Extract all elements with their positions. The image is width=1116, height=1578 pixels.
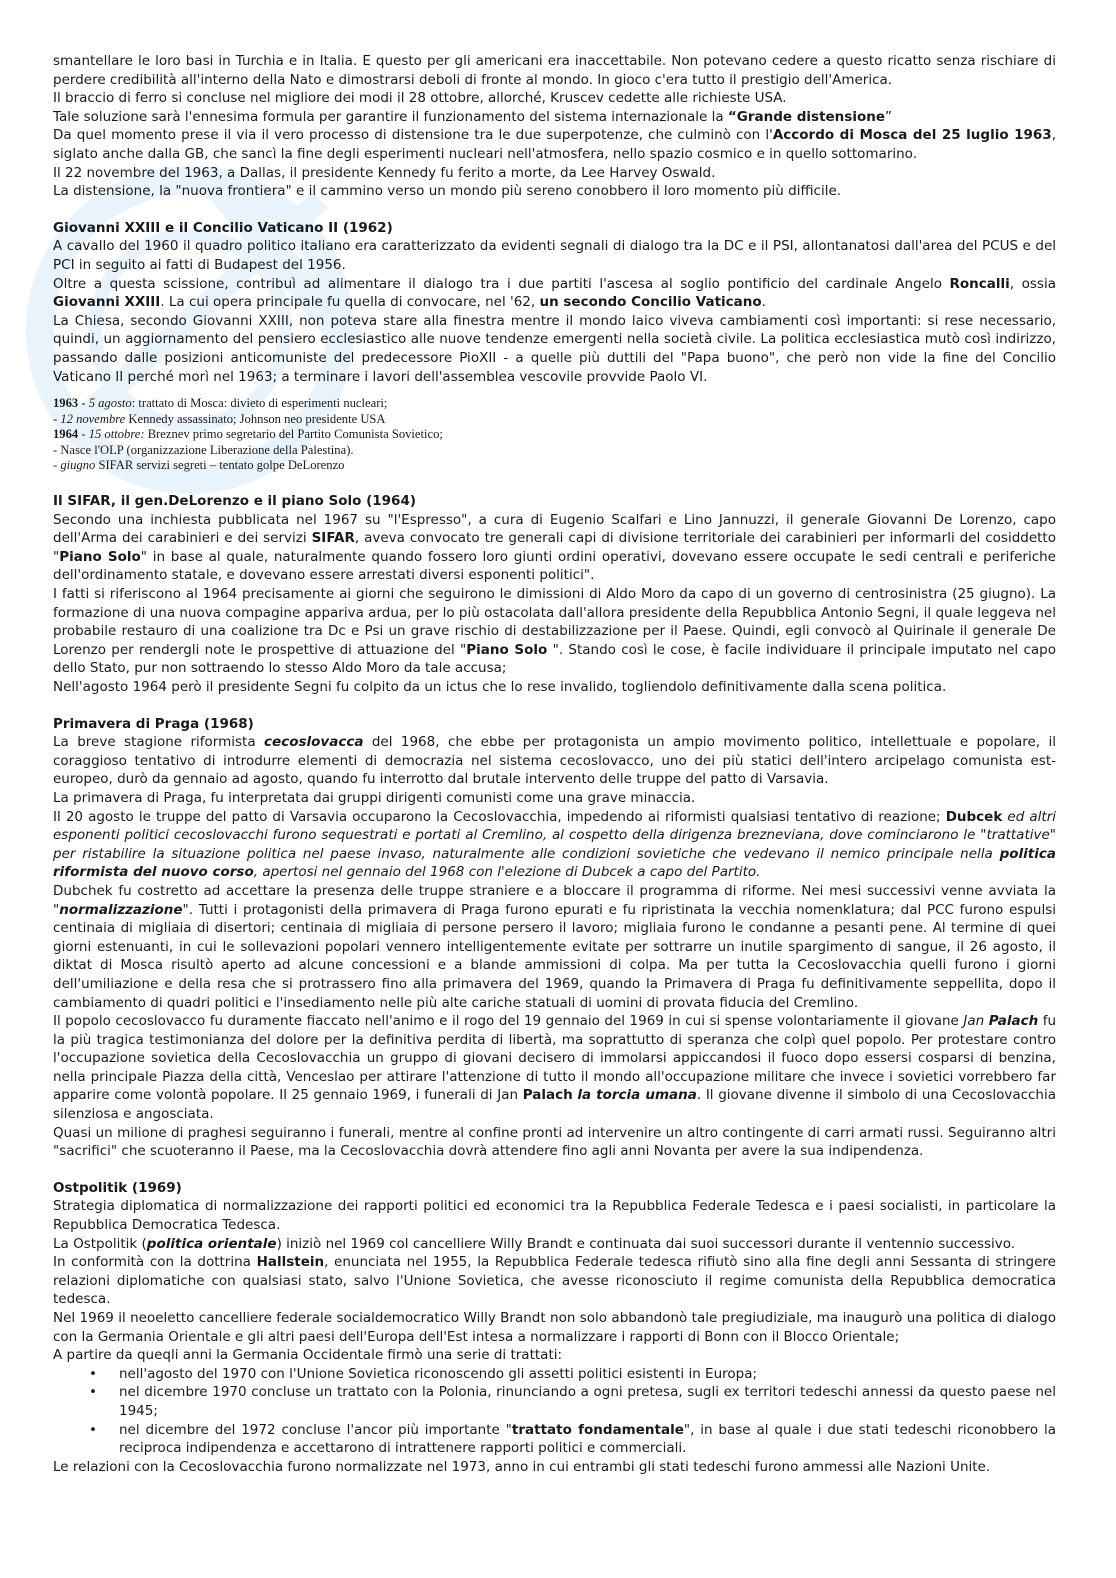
- text-run: -: [53, 458, 61, 473]
- text-run: nel dicembre del 1972 concluse l'ancor più importante ": [119, 1421, 512, 1438]
- list-item: [119, 1365, 1056, 1384]
- text-run: politica orientale: [146, 1235, 277, 1252]
- paragraph: [53, 733, 1056, 789]
- text-run: 5 agosto: [88, 396, 132, 411]
- paragraph: [53, 237, 1056, 274]
- text-run: Giovanni XXIII: [53, 294, 161, 311]
- text-run: Hallstein: [256, 1254, 325, 1271]
- text-run: , siglato anche dalla GB, che sancì la fine degli esperimenti nucleari nell'atmosfera, nello spazio cosmico e in quello sottomarino.: [53, 127, 1056, 162]
- section-heading-giovanni: Giovanni XXIII e il Concilio Vaticano II (1962): [53, 219, 393, 236]
- paragraph: [53, 1253, 1056, 1309]
- section-heading-praga: Primavera di Praga (1968): [53, 715, 254, 732]
- timeline-line: [53, 412, 1056, 428]
- text-run: nel dicembre 1970 concluse un trattato con la Polonia, rinunciando a ogni pretesa, sugli ex territori tedeschi annessi da questo paese nel 1945;: [119, 1384, 1056, 1419]
- text-run: La Ostpolitik (: [53, 1235, 147, 1252]
- section-heading-sifar: Il SIFAR, il gen.DeLorenzo e il piano Solo (1964): [53, 493, 417, 510]
- text-run: normalizzazione: [59, 901, 183, 918]
- paragraph: [53, 1197, 1056, 1234]
- text-run: Palach: [988, 1013, 1039, 1030]
- text-run: Il 20 agosto le truppe del patto di Varsavia occuparono la Cecoslovacchia, impedendo ai riformisti qualsiasi tentativo di reazione;: [53, 808, 946, 825]
- text-run: ) iniziò nel 1969 col cancelliere Willy Brandt e continuata dai suoi successori durante il ventennio successivo.: [276, 1235, 1016, 1252]
- paragraph: [53, 808, 1056, 882]
- text-run: del 1968, che ebbe per protagonista un ampio movimento politico, intellettuale e popolare, il coraggioso tentativo di introdurre elementi di democrazia nel sistema cecoslovacco, uno dei più statici dell'intero arcipelago comunista est-europeo, durò da gennaio ad agosto, quando fu interrotto dal brutale intervento delle truppe del patto di Varsavia.: [53, 734, 1056, 788]
- text-run: ". Tutti i protagonisti della primavera di Praga furono epurati e fu ripristinata la vecchia nomenklatura; dal PCC furono espulsi centinaia di migliaia di disertori; centinaia di migliaia di persone persero il lavoro; migliaia furono le condanne a pesanti pene. Al termine di quei giorni estenuanti, in cui le sollevazioni popolari vennero intelligentemente evitate per sottrarre un inutile spargimento di sangue, il 26 agosto, il diktat di Mosca risultò aperto ad alcune concessioni e a blande ammissioni di colpa. Ma per tutta la Cecoslovacchia quelli furono i giorni dell'umiliazione e della resa che si protrassero fino alla primavera del 1969, quando la Primavera di Praga fu definitivamente seppellita, dopo il cambiamento di quadri politici e l'insediamento nelle più alte cariche statuali di uomini di provata fiducia del Cremlino.: [53, 901, 1056, 1011]
- list-item: [119, 1383, 1056, 1420]
- text-run: Oltre a questa scissione, contribuì ad alimentare il dialogo tra i due partiti l'ascesa al soglio pontificio del cardinale Angelo: [53, 275, 950, 292]
- text-run: un secondo Concilio Vaticano: [539, 294, 762, 311]
- text-run: , apertosi nel gennaio del 1968 con l'elezione di Dubcek a capo del Partito.: [253, 864, 761, 881]
- text-run: ”: [885, 108, 892, 125]
- paragraph: [53, 312, 1056, 386]
- text-run: smantellare le loro basi in Turchia e in Italia. E questo per gli americani era inaccettabile. Non potevano cedere a questo ricatto senza rischiare di perdere credibilità all'interno della Nato e dimostrarsi deboli di fronte al mondo. In gioco c'era tutto il prestigio dell'America.: [53, 53, 1056, 88]
- text-run: , aveva convocato tre generali capi di divisione territoriale dei carabinieri per informarli del cosiddetto ": [53, 530, 1056, 565]
- paragraph: [53, 585, 1056, 678]
- paragraph: [53, 1346, 1056, 1365]
- document-body: [53, 52, 1056, 1476]
- text-run: -: [78, 396, 89, 411]
- text-run: 1964: [53, 427, 79, 442]
- text-run: Piano Solo: [59, 548, 141, 565]
- text-run: Il braccio di ferro si concluse nel migliore dei modi il 28 ottobre, allorché, Kruscev cedette alle richieste USA.: [53, 90, 787, 107]
- text-run: In conformità con la dottrina: [53, 1254, 257, 1271]
- text-run: Il 22 novembre del 1963, a Dallas, il presidente Kennedy fu ferito a morte, da Lee Harvey Oswald.: [53, 164, 716, 181]
- paragraph: [53, 511, 1056, 585]
- paragraph: [53, 164, 1056, 183]
- section-heading-ostpolitik: Ostpolitik (1969): [53, 1179, 182, 1196]
- text-run: - Nasce l'OLP (organizzazione Liberazione della Palestina).: [53, 442, 354, 457]
- text-run: La Chiesa, secondo Giovanni XXIII, non poteva stare alla finestra mentre il mondo laico viveva cambiamenti così importanti: si rese necessario, quindi, un aggiornamento del pensiero ecclesiastico alle nuove tendenze emergenti nella società civile. La politica ecclesiastica mutò così indirizzo, passando dalle posizioni anticomuniste del predecessore PioXII - a quelle più duttili del "Papa buono", che però non vide la fine del Concilio Vaticano II perché morì nel 1963; a terminare i lavori dell'assemblea vescovile provvide Paolo VI.: [53, 312, 1056, 385]
- paragraph: [53, 108, 1056, 127]
- paragraph: [53, 678, 1056, 697]
- paragraph: [53, 52, 1056, 89]
- text-run: " in base al quale, naturalmente quando fossero loro giunti ordini operativi, dovevano essere occupate le sedi centrali e periferiche dell'ordinamento statale, e dovevano essere arrestati diversi esponenti politici".: [53, 548, 1056, 584]
- timeline-line: [53, 427, 1056, 443]
- text-run: ed altri esponenti politici cecoslovacchi furono sequestrati e portati al Cremlino, al cospetto della dirigenza brezneviana, dove cominciarono le "trattative" per ristabilire la situazione politica nel paese invaso, naturalmente alle condizioni sovietiche che vedevano il nemico principale nella: [53, 808, 1056, 862]
- paragraph: [53, 89, 1056, 108]
- paragraph: [53, 182, 1056, 201]
- text-run: ", in base al quale i due stati tedeschi riconobbero la reciproca indipendenza e accettarono di intrattenere rapporti politici e commerciali.: [119, 1421, 1056, 1457]
- text-run: , ossia: [1009, 275, 1056, 292]
- text-run: Secondo una inchiesta pubblicata nel 1967 su "l'Espresso", a cura di Eugenio Scalfari e Lino Jannuzzi, il generale Giovanni De Lorenzo, capo dell'Arma dei carabinieri e dei servizi: [53, 511, 1056, 547]
- timeline-line: [53, 396, 1056, 412]
- text-run: 1963: [53, 396, 79, 411]
- paragraph: [53, 1012, 1056, 1124]
- paragraph: [53, 789, 1056, 808]
- text-run: . Il giovane divenne il simbolo di una Cecoslovacchia silenziosa e angosciata.: [53, 1087, 1057, 1123]
- text-run: “Grande distensione: [727, 108, 885, 125]
- list-item: [119, 1421, 1056, 1458]
- paragraph: [53, 1235, 1056, 1254]
- text-run: fu la più tragica testimonianza del dolore per la definitiva perdita di libertà, ma soprattutto di speranza che colpì quel popolo. Per protestare contro l'occupazione sovietica della Cecoslovacchia un gruppo di giovani decisero di immolarsi appiccandosi il fuoco dopo essersi cosparsi di benzina, nella principale Piazza della città, Venceslao per attirare l'attenzione di tutto il mondo all'occupazione militare che invece i sovietici vorrebbero far apparire come volontà popolare. Il 25 gennaio 1969, i funerali di Jan: [53, 1013, 1057, 1104]
- text-run: Nel 1969 il neoeletto cancelliere federale socialdemocratico Willy Brandt non solo abbandonò tale pregiudiziale, ma inaugurò una politica di dialogo con la Germania Orientale e gli altri paesi dell'Europa dell'Est intesa a normalizzare i rapporti di Bonn con il Blocco Orientale;: [53, 1310, 1056, 1345]
- text-run: nell'agosto del 1970 con l'Unione Sovietica riconoscendo gli assetti politici esistenti in Europa;: [119, 1365, 758, 1382]
- text-run: La primavera di Praga, fu interpretata dai gruppi dirigenti comunisti come una grave minaccia.: [53, 789, 696, 806]
- text-run: A cavallo del 1960 il quadro politico italiano era caratterizzato da evidenti segnali di dialogo tra la DC e il PSI, allontanatosi dall'area del PCUS e del PCI in seguito ai fatti di Budapest del 1956.: [53, 238, 1056, 273]
- text-run: : trattato di Mosca: divieto di esperimenti nucleari;: [131, 396, 388, 411]
- paragraph: [53, 1309, 1056, 1346]
- text-run: Le relazioni con la Cecoslovacchia furono normalizzate nel 1973, anno in cui entrambi gli stati tedeschi furono ammessi alle Nazioni Unite.: [53, 1458, 991, 1475]
- text-run: SIFAR: [311, 530, 355, 547]
- paragraph: [53, 126, 1056, 163]
- text-run: cecoslovacca: [264, 734, 364, 751]
- text-run: . La cui opera principale fu quella di convocare, nel '62,: [160, 294, 540, 311]
- paragraph: [53, 882, 1056, 1012]
- text-run: Tale soluzione sarà l'ennesima formula per garantire il funzionamento del sistema internazionale la: [53, 108, 728, 125]
- text-run: Il popolo cecoslovacco fu duramente fiaccato nell'animo e il rogo del 19 gennaio del 1969 in cui si spense volontariamente il giovane: [53, 1013, 964, 1030]
- text-run: la torcia umana: [577, 1087, 697, 1104]
- text-run: Dubchek fu costretto ad accettare la presenza delle truppe straniere e a bloccare il programma di riforme. Nei mesi successivi venne avviata la ": [53, 882, 1056, 918]
- text-run: trattato fondamentale: [511, 1421, 684, 1438]
- text-run: .: [761, 294, 766, 311]
- text-run: Da quel momento prese il via il vero processo di distensione tra le due superpotenze, che culminò con l': [53, 127, 773, 144]
- timeline-line: [53, 458, 1056, 474]
- text-run: Piano Solo: [466, 641, 548, 658]
- paragraph: [53, 1124, 1056, 1161]
- paragraph: [53, 275, 1056, 312]
- text-run: I fatti si riferiscono al 1964 precisamente ai giorni che seguirono le dimissioni di Aldo Moro da capo di un governo di centrosinistra (25 giugno). La formazione di una nuova compagine appariva ardua, per lo più ostacolata dall'allora presidente della Repubblica Antonio Segni, il quale leggeva nel probabile restauro di una coalizione tra Dc e Psi un grave rischio di destabilizzazione per il Paese. Quindi, egli convocò al Quirinale il generale De Lorenzo per rendergli note le prospettive di attuazione del ": [53, 586, 1056, 658]
- text-run: ". Stando così le cose, è facile individuare il principale imputato nel capo dello Stato, pur non sottraendo lo stesso Aldo Moro da tale accusa;: [53, 641, 1056, 677]
- text-run: Dubcek: [945, 808, 1003, 825]
- timeline-line: [53, 443, 1056, 459]
- text-run: Jan: [963, 1013, 989, 1030]
- text-run: politica riformista del nuovo corso: [53, 845, 1056, 881]
- text-run: Accordo di Mosca del 25 luglio 1963: [772, 127, 1052, 144]
- text-run: Kennedy assassinato; Johnson neo presidente USA: [125, 411, 386, 426]
- text-run: Palach: [522, 1087, 573, 1104]
- text-run: Strategia diplomatica di normalizzazione dei rapporti politici ed economici tra la Repubblica Federale Tedesca e i paesi socialisti, in particolare la Repubblica Democratica Tedesca.: [53, 1198, 1056, 1234]
- timeline-notes: [53, 396, 1056, 474]
- text-run: 12 novembre: [60, 411, 126, 426]
- text-run: -: [53, 411, 61, 426]
- text-run: La breve stagione riformista: [53, 734, 265, 751]
- paragraph: [53, 1458, 1056, 1477]
- treaty-list: [53, 1365, 1056, 1458]
- text-run: -: [78, 427, 89, 442]
- text-run: giugno: [60, 458, 96, 473]
- text-run: 15 ottobre:: [88, 427, 145, 442]
- text-run: Breznev primo segretario del Partito Comunista Sovietico;: [144, 427, 443, 442]
- text-run: Roncalli: [949, 275, 1010, 292]
- text-run: , enunciata nel 1955, la Repubblica Federale tedesca rifiutò sino alla fine degli anni Sessanta di stringere relazioni diplomatiche con qualsiasi stato, salvo l'Unione Sovietica, che avesse riconosciuto il regime comunista della Repubblica democratica tedesca.: [53, 1254, 1056, 1308]
- text-run: Quasi un milione di praghesi seguiranno i funerali, mentre al confine pronti ad intervenire un altro contingente di carri armati russi. Seguiranno altri "sacrifici" che scuoteranno il Paese, ma la Cecoslovacchia dovrà attendere fino agli anni Novanta per avere la sua indipendenza.: [53, 1124, 1056, 1160]
- text-run: SIFAR servizi segreti – tentato golpe DeLorenzo: [95, 458, 345, 473]
- text-run: Nell'agosto 1964 però il presidente Segni fu colpito da un ictus che lo rese invalido, togliendolo definitivamente dalla scena politica.: [53, 679, 947, 695]
- text-run: A partire da queqli anni la Germania Occidentale firmò una serie di trattati:: [53, 1347, 563, 1364]
- text-run: La distensione, la "nuova frontiera" e il cammino verso un mondo più sereno conobbero il loro momento più difficile.: [53, 183, 842, 200]
